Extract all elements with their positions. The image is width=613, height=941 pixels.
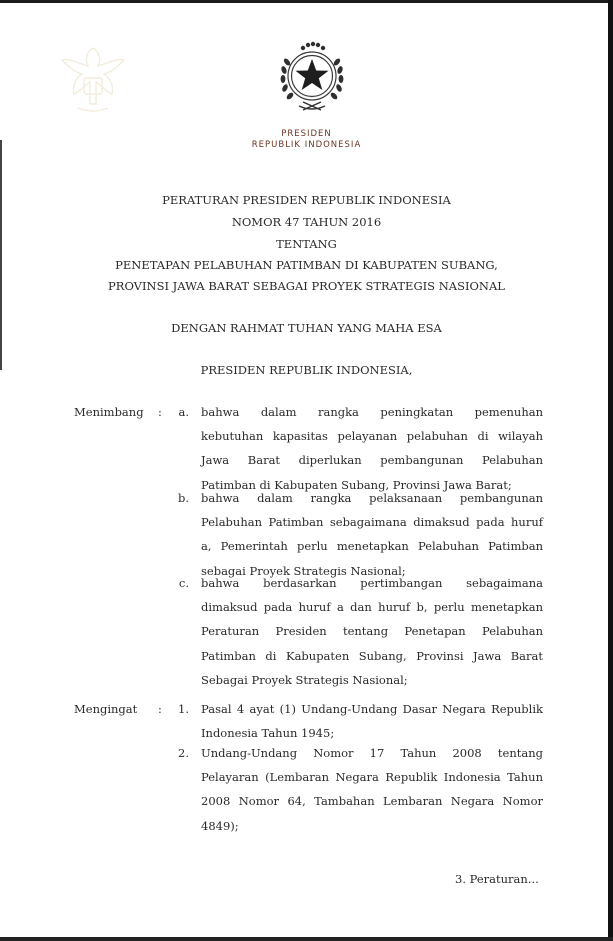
office-title-line2: REPUBLIK INDONESIA <box>251 140 362 150</box>
regulation-title: PERATURAN PRESIDEN REPUBLIK INDONESIA <box>162 193 451 207</box>
menimbang-item-b <box>201 486 543 583</box>
regulation-about: TENTANG <box>276 237 337 251</box>
garuda-watermark-icon <box>52 38 134 120</box>
menimbang-item-c <box>201 571 543 692</box>
mengingat-colon: : <box>158 702 162 716</box>
text-line: Peraturan Presiden tentang Penetapan Pelabuhan <box>201 624 543 639</box>
office-title-line1: PRESIDEN <box>281 129 332 139</box>
menimbang-item-a <box>201 400 543 497</box>
menimbang-marker-a: a. <box>178 405 189 419</box>
text-line: bahwa berdasarkan pertimbangan sebagaimana <box>201 576 543 590</box>
text-line: Patimban di Kabupaten Subang, Provinsi Jawa Barat; <box>201 477 512 492</box>
scan-edge-bottom <box>0 937 613 941</box>
menimbang-colon: : <box>158 405 162 419</box>
regulation-subject-line2: PROVINSI JAWA BARAT SEBAGAI PROYEK STRATEGIS NASIONAL <box>108 279 505 293</box>
mengingat-item-1 <box>201 697 543 745</box>
text-line: sebagai Proyek Strategis Nasional; <box>201 563 406 578</box>
text-line: Pasal 4 ayat (1) Undang-Undang Dasar Negara Republik <box>201 702 543 716</box>
president-line: PRESIDEN REPUBLIK INDONESIA, <box>200 363 413 377</box>
scan-edge-left <box>0 140 2 370</box>
presidential-seal-icon <box>273 40 351 114</box>
blessing-line: DENGAN RAHMAT TUHAN YANG MAHA ESA <box>171 321 442 335</box>
regulation-subject-line1: PENETAPAN PELABUHAN PATIMBAN DI KABUPATEN SUBANG, <box>115 258 498 272</box>
text-line: Patimban di Kabupaten Subang, Provinsi Jawa Barat <box>201 648 543 663</box>
regulation-number: NOMOR 47 TAHUN 2016 <box>231 215 382 229</box>
text-line: bahwa dalam rangka pelaksanaan pembangunan <box>201 491 543 505</box>
mengingat-marker-2: 2. <box>178 746 189 760</box>
text-line: Pelabuhan Patimban sebagaimana dimaksud pada huruf <box>201 515 543 530</box>
menimbang-label: Menimbang <box>74 405 144 419</box>
text-line: 2008 Nomor 64, Tambahan Lembaran Negara Nomor <box>201 794 543 809</box>
text-line: kebutuhan kapasitas pelayanan pelabuhan di wilayah <box>201 429 543 444</box>
text-line: Sebagai Proyek Strategis Nasional; <box>201 672 408 687</box>
mengingat-item-2 <box>201 741 543 838</box>
mengingat-label: Mengingat <box>74 702 138 716</box>
text-line: a, Pemerintah perlu menetapkan Pelabuhan Patimban <box>201 539 543 554</box>
scan-edge-top <box>0 0 613 3</box>
menimbang-marker-b: b. <box>177 491 189 505</box>
text-line: Undang-Undang Nomor 17 Tahun 2008 tentang <box>201 746 543 760</box>
text-line: 4849); <box>201 818 239 833</box>
text-line: dimaksud pada huruf a dan huruf b, perlu menetapkan <box>201 600 543 615</box>
text-line: Pelayaran (Lembaran Negara Republik Indonesia Tahun <box>201 770 543 785</box>
menimbang-marker-c: c. <box>178 576 189 590</box>
mengingat-marker-1: 1. <box>178 702 189 716</box>
text-line: bahwa dalam rangka peningkatan pemenuhan <box>201 405 543 419</box>
page-continuation: 3. Peraturan... <box>455 872 539 886</box>
text-line: Indonesia Tahun 1945; <box>201 726 335 741</box>
text-line: Jawa Barat diperlukan pembangunan Pelabuhan <box>201 453 543 468</box>
